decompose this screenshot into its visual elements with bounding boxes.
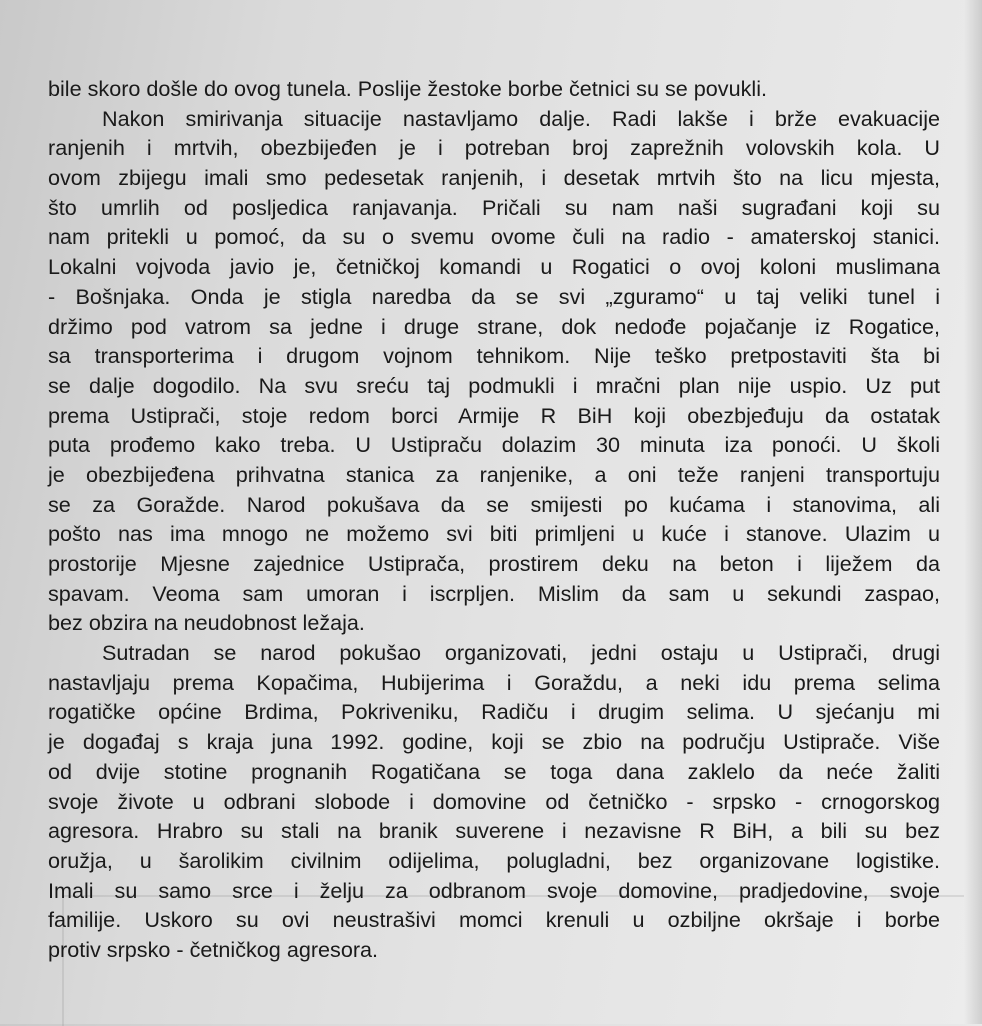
text-line: familije. Uskoro su ovi neustrašivi momci krenuli u ozbiljne okršaje i borbe: [48, 907, 940, 933]
text-line: pošto nas ima mnogo ne možemo svi biti primljeni u kuće i stanove. Ulazim u: [48, 521, 940, 547]
text-line: Imali su samo srce i želju za odbranom svoje domovine, pradjedovine, svoje: [48, 877, 940, 903]
text-line: Sutradan se narod pokušao organizovati, jedni ostaju u Ustiprači, drugi: [102, 640, 940, 666]
text-line: prema Ustiprači, stoje redom borci Armije R BiH koji obezbjeđuju da ostatak: [48, 402, 940, 428]
body-text: [48, 74, 940, 965]
text-line: oružja, u šarolikim civilnim odijelima, polugladni, bez organizovane logistike.: [48, 847, 940, 873]
text-line: je događaj s kraja juna 1992. godine, koji se zbio na području Ustiprače. Više: [48, 729, 940, 755]
text-line: se dalje dogodilo. Na svu sreću taj podmukli i mračni plan nije uspio. Uz put: [48, 372, 940, 398]
text-line: je obezbijeđena prihvatna stanica za ranjenike, a oni teže ranjeni transportuju: [48, 461, 940, 487]
text-line: nam pritekli u pomoć, da su o svemu ovome čuli na radio - amaterskoj stanici.: [48, 224, 940, 250]
text-line: se za Goražde. Narod pokušava da se smijesti po kućama i stanovima, ali: [48, 491, 940, 517]
text-line: od dvije stotine prognanih Rogatičana se toga dana zaklelo da neće žaliti: [48, 758, 940, 784]
text-line: Nakon smirivanja situacije nastavljamo dalje. Radi lakše i brže evakuacije: [102, 105, 940, 131]
text-line: ovom zbijegu imali smo pedesetak ranjenih, i desetak mrtvih što na licu mjesta,: [48, 165, 940, 191]
text-line: protiv srpsko - četničkog agresora.: [48, 936, 379, 962]
text-line: rogatičke općine Brdima, Pokriveniku, Radiču i drugim selima. U sjećanju mi: [48, 699, 940, 725]
text-line: puta prođemo kako treba. U Ustipraču dolazim 30 minuta iza ponoći. U školi: [48, 432, 940, 458]
text-line: sa transporterima i drugom vojnom tehnikom. Nije teško pretpostaviti šta bi: [48, 343, 940, 369]
text-line: bez obzira na neudobnost ležaja.: [48, 610, 365, 636]
page-edge-shadow: [964, 0, 982, 1024]
paragraph: [48, 638, 940, 965]
text-line: Lokalni vojvoda javio je, četničkoj komandi u Rogatici o ovoj koloni muslimana: [48, 254, 940, 280]
text-line: nastavljaju prema Kopačima, Hubijerima i Goraždu, a neki idu prema selima: [48, 669, 940, 695]
text-line: spavam. Veoma sam umoran i iscrpljen. Mislim da sam u sekundi zaspao,: [48, 580, 940, 606]
text-line: bile skoro došle do ovog tunela. Poslije žestoke borbe četnici su se povukli.: [48, 76, 768, 101]
text-line: što umrlih od posljedica ranjavanja. Pričali su nam naši sugrađani koji su: [48, 194, 940, 220]
text-line: držimo pod vatrom sa jedne i druge strane, dok nedođe pojačanje iz Rogatice,: [48, 313, 940, 339]
text-line: agresora. Hrabro su stali na branik suverene i nezavisne R BiH, a bili su bez: [48, 818, 940, 844]
text-line: - Bošnjaka. Onda je stigla naredba da se svi „zguramo“ u taj veliki tunel i: [48, 283, 940, 309]
paragraph: [48, 74, 940, 104]
text-line: prostorije Mjesne zajednice Ustiprača, prostirem deku na beton i liježem da: [48, 551, 940, 576]
text-line: svoje živote u odbrani slobode i domovine od četničko - srpsko - crnogorskog: [48, 788, 940, 814]
paragraph: [48, 104, 940, 638]
text-line: ranjenih i mrtvih, obezbijeđen je i potreban broj zaprežnih volovskih kola. U: [48, 135, 940, 161]
